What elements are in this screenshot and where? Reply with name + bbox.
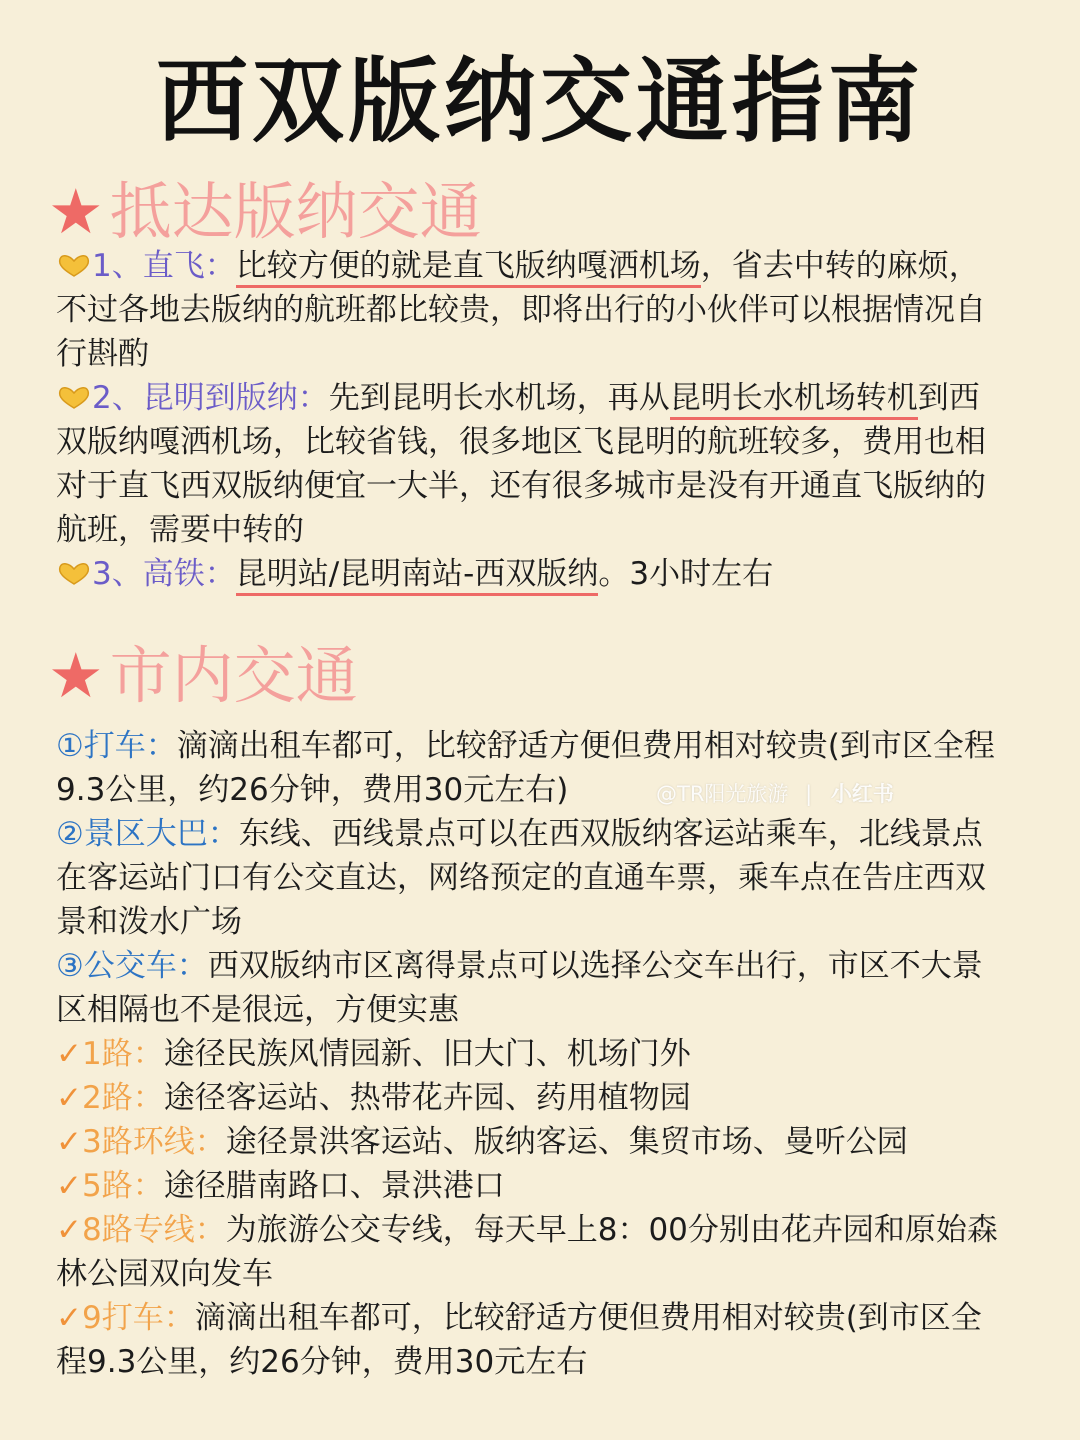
item-tag: ②景区大巴： xyxy=(56,816,239,852)
star-icon: ★ xyxy=(48,175,104,248)
list-item xyxy=(56,1296,1031,1340)
item-text: 行斟酌 xyxy=(56,336,149,372)
item-tag: ①打车： xyxy=(56,728,177,764)
route-name: 5路： xyxy=(81,1168,164,1204)
underlined-text: 昆明站/昆明南站-西双版纳 xyxy=(236,556,599,596)
list-item xyxy=(56,1076,1031,1120)
item-text: 9.3公里，约26分钟，费用30元左右) xyxy=(56,772,569,808)
route-desc-continued: 林公园双向发车 xyxy=(56,1256,273,1292)
route-desc: 途径客运站、热带花卉园、药用植物园 xyxy=(163,1080,691,1116)
item-text: 航班，需要中转的 xyxy=(56,512,304,548)
watermark-handle: @TR阳光旅游 xyxy=(656,782,789,806)
list-item xyxy=(56,1164,1031,1208)
route-desc: 滴滴出租车都可，比较舒适方便但费用相对较贵(到市区全 xyxy=(194,1300,982,1336)
item-tag: 3、高铁： xyxy=(92,556,236,592)
route-desc: 途径腊南路口、景洪港口 xyxy=(163,1168,505,1204)
section-heading-text: 市内交通 xyxy=(109,639,358,712)
watermark-separator: | xyxy=(805,782,813,806)
item-text: 到西 xyxy=(917,380,980,416)
item-text: 东线、西线景点可以在西双版纳客运站乘车，北线景点 xyxy=(238,816,983,852)
section-heading-text: 抵达版纳交通 xyxy=(109,175,482,248)
check-icon: ✓ xyxy=(56,1212,82,1248)
item-tag: ③公交车： xyxy=(56,948,208,984)
heart-hands-icon xyxy=(56,378,92,402)
check-icon: ✓ xyxy=(56,1300,82,1336)
star-icon: ★ xyxy=(48,639,104,712)
item-text: 滴滴出租车都可，比较舒适方便但费用相对较贵(到市区全程 xyxy=(176,728,995,764)
heart-hands-icon xyxy=(56,246,92,270)
item-public-bus xyxy=(56,944,1031,1032)
watermark xyxy=(656,778,894,808)
route-name: 9打车： xyxy=(81,1300,195,1336)
page-title: 西双版纳交通指南 xyxy=(155,48,924,155)
item-kunming xyxy=(56,376,1031,552)
item-text: 西双版纳市区离得景点可以选择公交车出行，市区不大景 xyxy=(207,948,983,984)
item-tag: 2、昆明到版纳： xyxy=(92,380,329,416)
route-name: 3路环线： xyxy=(81,1124,226,1160)
list-item xyxy=(56,1120,1031,1164)
list-item xyxy=(56,1032,1031,1076)
route-name: 1路： xyxy=(81,1036,164,1072)
check-icon: ✓ xyxy=(56,1124,82,1160)
item-direct-flight xyxy=(56,244,1031,376)
item-text: 在客运站门口有公交直达，网络预定的直通车票，乘车点在告庄西双 xyxy=(56,860,986,896)
route-desc: 为旅游公交专线，每天早上8：00分别由花卉园和原始森 xyxy=(225,1212,998,1248)
item-text: ，省去中转的麻烦， xyxy=(700,248,980,284)
item-text: 对于直飞西双版纳便宜一大半，还有很多城市是没有开通直飞版纳的 xyxy=(56,468,986,504)
item-high-speed-rail xyxy=(56,552,1031,596)
watermark-brand: 小红书 xyxy=(830,782,894,806)
check-icon: ✓ xyxy=(56,1080,82,1116)
list-item xyxy=(56,1208,1031,1252)
item-scenic-bus xyxy=(56,812,1031,944)
check-icon: ✓ xyxy=(56,1036,82,1072)
route-list xyxy=(56,1032,1031,1384)
item-tag: 1、直飞： xyxy=(92,248,236,284)
item-text: 区相隔也不是很远，方便实惠 xyxy=(56,992,459,1028)
item-text: 双版纳嘎洒机场，比较省钱，很多地区飞昆明的航班较多，费用也相 xyxy=(56,424,986,460)
check-icon: ✓ xyxy=(56,1168,82,1204)
section-heading-arrival xyxy=(48,162,482,251)
route-name: 2路： xyxy=(81,1080,164,1116)
route-name: 8路专线： xyxy=(81,1212,226,1248)
underlined-text: 昆明长水机场转机 xyxy=(670,380,918,420)
item-text: 景和泼水广场 xyxy=(56,904,242,940)
item-text: 不过各地去版纳的航班都比较贵，即将出行的小伙伴可以根据情况自 xyxy=(56,292,986,328)
underlined-text: 比较方便的就是直飞版纳嘎洒机场 xyxy=(236,248,701,288)
item-text: 先到昆明长水机场，再从 xyxy=(328,380,670,416)
route-desc: 途径景洪客运站、版纳客运、集贸市场、曼听公园 xyxy=(225,1124,908,1160)
section-heading-city xyxy=(48,626,358,715)
item-text: 。3小时左右 xyxy=(598,556,774,592)
route-desc: 途径民族风情园新、旧大门、机场门外 xyxy=(163,1036,691,1072)
heart-hands-icon xyxy=(56,554,92,578)
route-desc-continued: 程9.3公里，约26分钟，费用30元左右 xyxy=(56,1344,588,1380)
